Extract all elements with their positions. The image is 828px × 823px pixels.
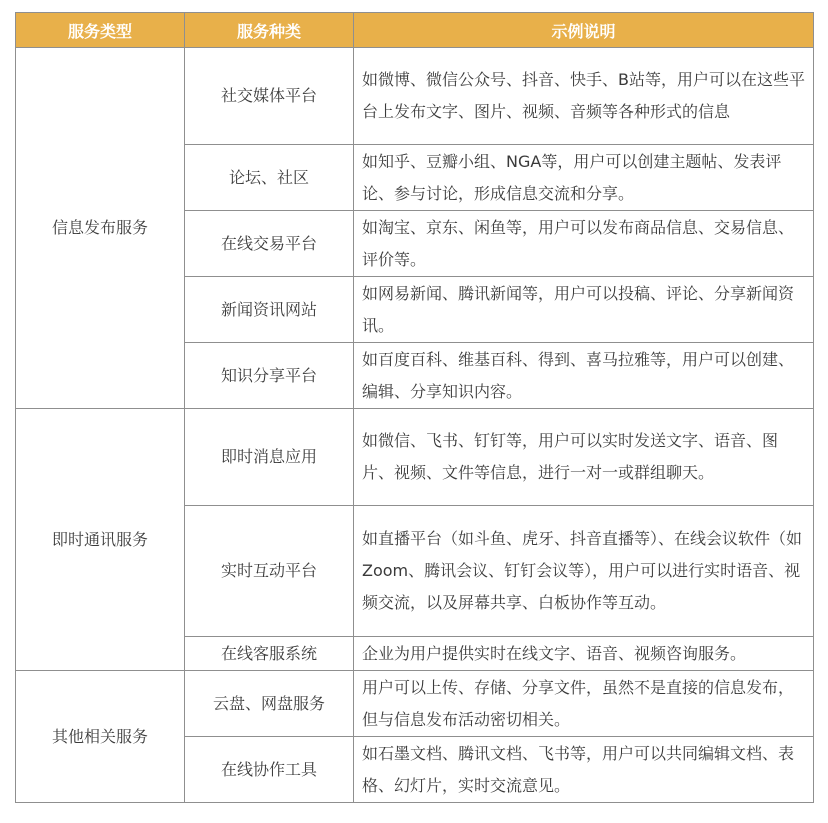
header-example-description: 示例说明 bbox=[354, 13, 814, 48]
service-type-cell: 其他相关服务 bbox=[16, 671, 185, 803]
service-kind-cell: 社交媒体平台 bbox=[185, 48, 354, 145]
service-kind-cell: 知识分享平台 bbox=[185, 343, 354, 409]
service-kind-cell: 在线交易平台 bbox=[185, 211, 354, 277]
description-cell: 如直播平台（如斗鱼、虎牙、抖音直播等）、在线会议软件（如Zoom、腾讯会议、钉钉会议等），用户可以进行实时语音、视频交流，以及屏幕共享、白板协作等互动。 bbox=[354, 506, 814, 637]
header-service-kind: 服务种类 bbox=[185, 13, 354, 48]
service-kind-cell: 在线客服系统 bbox=[185, 637, 354, 671]
service-type-cell: 信息发布服务 bbox=[16, 48, 185, 409]
service-kind-cell: 在线协作工具 bbox=[185, 737, 354, 803]
services-table-container bbox=[15, 12, 814, 803]
description-cell: 如网易新闻、腾讯新闻等，用户可以投稿、评论、分享新闻资讯。 bbox=[354, 277, 814, 343]
services-table bbox=[15, 12, 814, 803]
service-kind-cell: 实时互动平台 bbox=[185, 506, 354, 637]
service-kind-cell: 云盘、网盘服务 bbox=[185, 671, 354, 737]
description-cell: 如石墨文档、腾讯文档、飞书等，用户可以共同编辑文档、表格、幻灯片，实时交流意见。 bbox=[354, 737, 814, 803]
description-cell: 如微信、飞书、钉钉等，用户可以实时发送文字、语音、图片、视频、文件等信息，进行一对一或群组聊天。 bbox=[354, 409, 814, 506]
service-kind-cell: 新闻资讯网站 bbox=[185, 277, 354, 343]
description-cell: 用户可以上传、存储、分享文件，虽然不是直接的信息发布，但与信息发布活动密切相关。 bbox=[354, 671, 814, 737]
header-service-type: 服务类型 bbox=[16, 13, 185, 48]
description-cell: 如淘宝、京东、闲鱼等，用户可以发布商品信息、交易信息、评价等。 bbox=[354, 211, 814, 277]
description-cell: 如百度百科、维基百科、得到、喜马拉雅等，用户可以创建、编辑、分享知识内容。 bbox=[354, 343, 814, 409]
table-row bbox=[16, 48, 814, 145]
service-type-cell: 即时通讯服务 bbox=[16, 409, 185, 671]
description-cell: 企业为用户提供实时在线文字、语音、视频咨询服务。 bbox=[354, 637, 814, 671]
service-kind-cell: 即时消息应用 bbox=[185, 409, 354, 506]
description-cell: 如微博、微信公众号、抖音、快手、B站等，用户可以在这些平台上发布文字、图片、视频、音频等各种形式的信息 bbox=[354, 48, 814, 145]
table-row bbox=[16, 409, 814, 506]
service-kind-cell: 论坛、社区 bbox=[185, 145, 354, 211]
header-row bbox=[16, 13, 814, 48]
table-row bbox=[16, 671, 814, 737]
description-cell: 如知乎、豆瓣小组、NGA等，用户可以创建主题帖、发表评论、参与讨论，形成信息交流和分享。 bbox=[354, 145, 814, 211]
